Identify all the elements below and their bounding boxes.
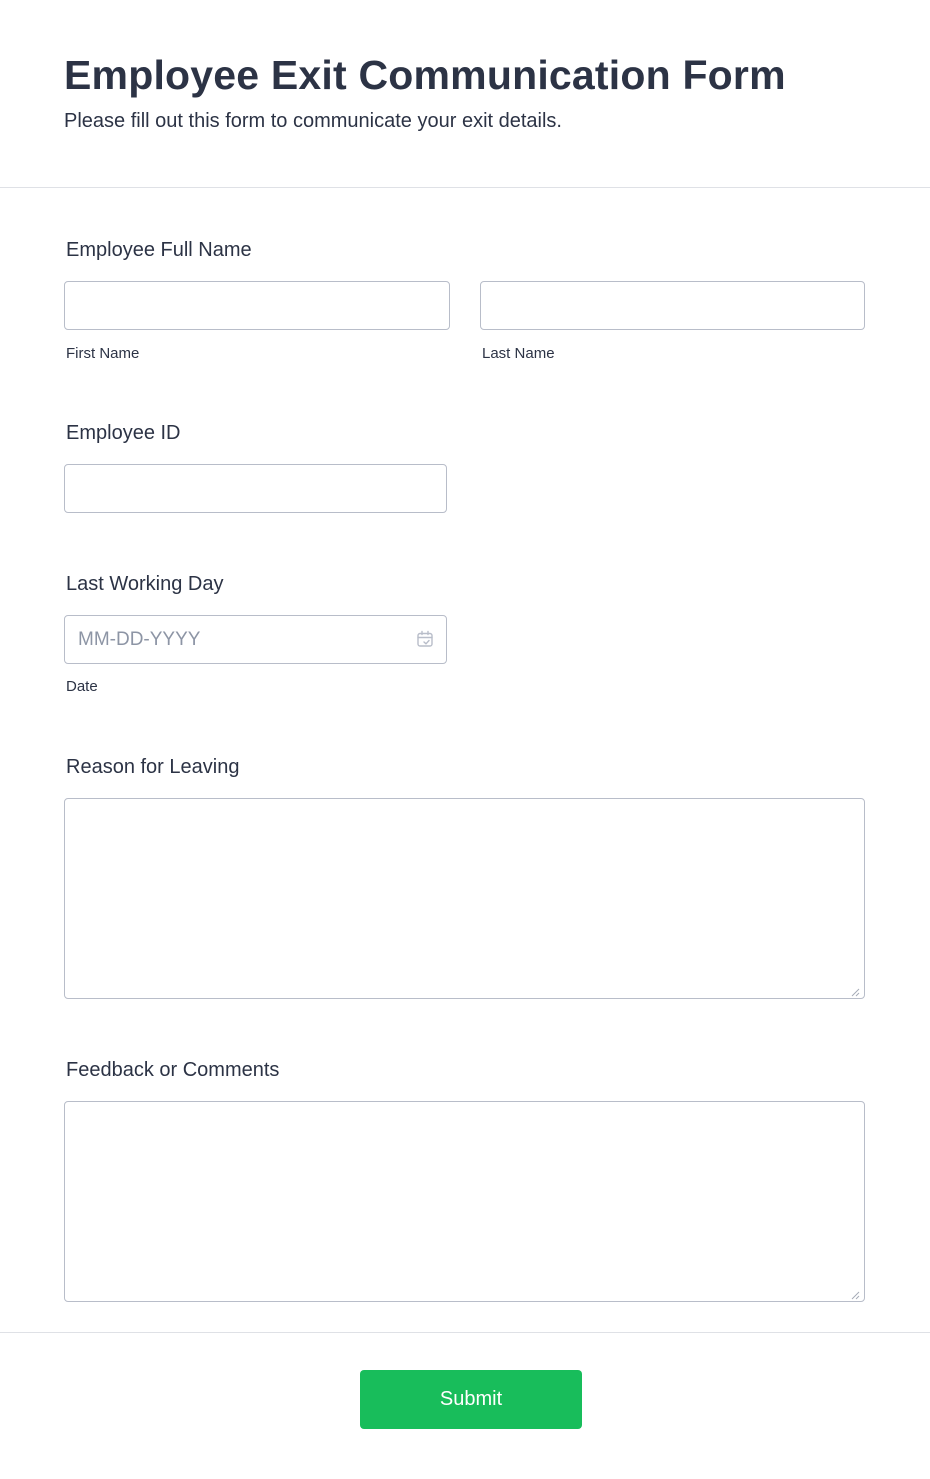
feedback-label: Feedback or Comments: [66, 1059, 280, 1081]
footer-divider: [0, 1332, 930, 1333]
form-title: Employee Exit Communication Form: [64, 52, 786, 98]
reason-textarea[interactable]: [64, 798, 865, 999]
date-field: [64, 615, 447, 664]
reason-label: Reason for Leaving: [66, 756, 240, 778]
last-name-input[interactable]: [480, 281, 865, 330]
resize-grip-icon[interactable]: [850, 984, 860, 994]
date-sublabel: Date: [66, 678, 98, 695]
full-name-label: Employee Full Name: [66, 239, 252, 261]
last-working-day-label: Last Working Day: [66, 573, 224, 595]
first-name-sublabel: First Name: [66, 345, 140, 362]
feedback-textarea[interactable]: [64, 1101, 865, 1302]
first-name-input[interactable]: [64, 281, 450, 330]
employee-id-input[interactable]: [64, 464, 447, 513]
employee-id-label: Employee ID: [66, 422, 181, 444]
form-header: [0, 0, 930, 188]
submit-button[interactable]: Submit: [360, 1370, 582, 1429]
resize-grip-icon[interactable]: [850, 1287, 860, 1297]
calendar-icon[interactable]: [416, 630, 434, 648]
last-name-sublabel: Last Name: [482, 345, 555, 362]
form-subtitle: Please fill out this form to communicate your exit details.: [64, 110, 562, 132]
last-working-day-input[interactable]: [64, 615, 447, 664]
